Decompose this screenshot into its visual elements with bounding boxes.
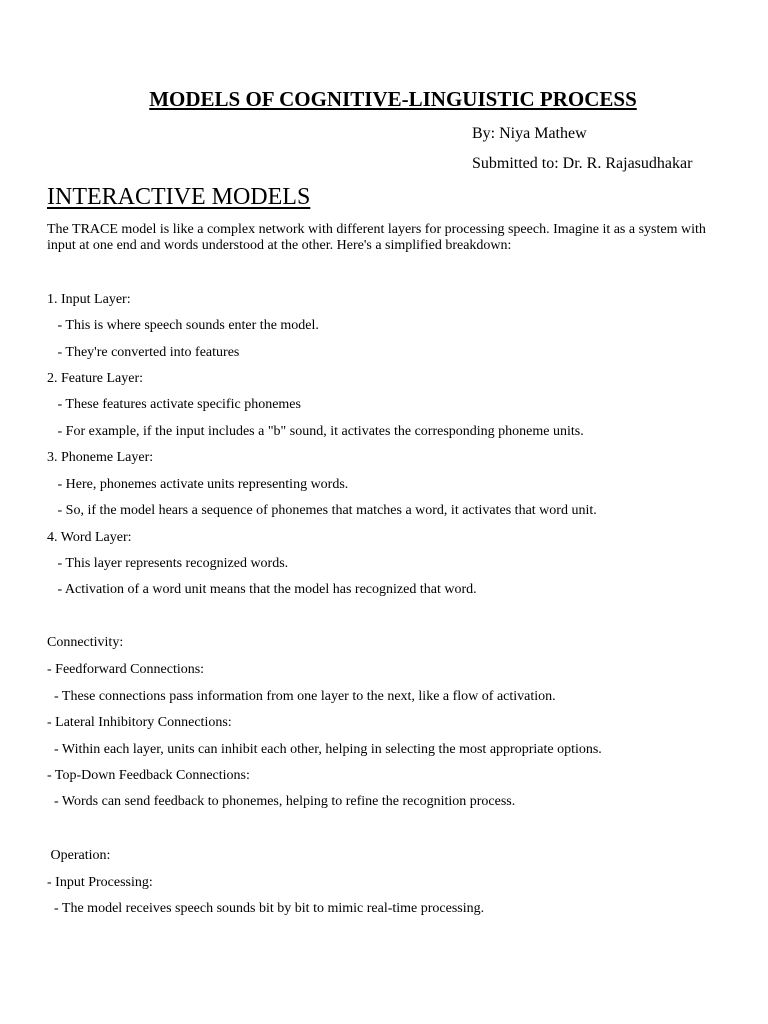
intro-paragraph: The TRACE model is like a complex network with different layers for processing speech. Imagine it as a system with input at one end and words understood at the other. Here's a simplified breakdown: [47, 222, 706, 253]
list-item: - Lateral Inhibitory Connections: [47, 715, 232, 730]
list-item: - They're converted into features [47, 345, 240, 360]
list-item: - Words can send feedback to phonemes, helping to refine the recognition process. [47, 794, 516, 809]
list-item: - Feedforward Connections: [47, 662, 205, 677]
list-item: - Top-Down Feedback Connections: [47, 768, 250, 783]
list-item: 4. Word Layer: [47, 530, 132, 545]
list-item: Connectivity: [47, 635, 124, 650]
list-item: - For example, if the input includes a "b" sound, it activates the corresponding phoneme units. [47, 424, 584, 439]
document-title: MODELS OF COGNITIVE-LINGUISTIC PROCESS [149, 87, 637, 111]
list-item: - Here, phonemes activate units representing words. [47, 477, 349, 492]
list-item: - Within each layer, units can inhibit each other, helping in selecting the most appropriate options. [47, 742, 602, 757]
author-line: By: Niya Mathew [472, 125, 587, 142]
list-item: Operation: [47, 848, 111, 863]
list-item: 3. Phoneme Layer: [47, 450, 154, 465]
list-item: 2. Feature Layer: [47, 371, 144, 386]
submitted-to-line: Submitted to: Dr. R. Rajasudhakar [472, 155, 693, 172]
list-item: - This layer represents recognized words. [47, 556, 289, 571]
list-item: - The model receives speech sounds bit by bit to mimic real-time processing. [47, 901, 485, 916]
list-item: - Activation of a word unit means that the model has recognized that word. [47, 582, 477, 597]
list-item: - These features activate specific phonemes [47, 397, 301, 412]
list-item: - So, if the model hears a sequence of phonemes that matches a word, it activates that word unit. [47, 503, 597, 518]
list-item: - This is where speech sounds enter the model. [47, 318, 319, 333]
list-item: - These connections pass information from one layer to the next, like a flow of activation. [47, 689, 556, 704]
list-item: 1. Input Layer: [47, 292, 131, 307]
section-heading: INTERACTIVE MODELS [47, 184, 311, 210]
list-item: - Input Processing: [47, 875, 153, 890]
